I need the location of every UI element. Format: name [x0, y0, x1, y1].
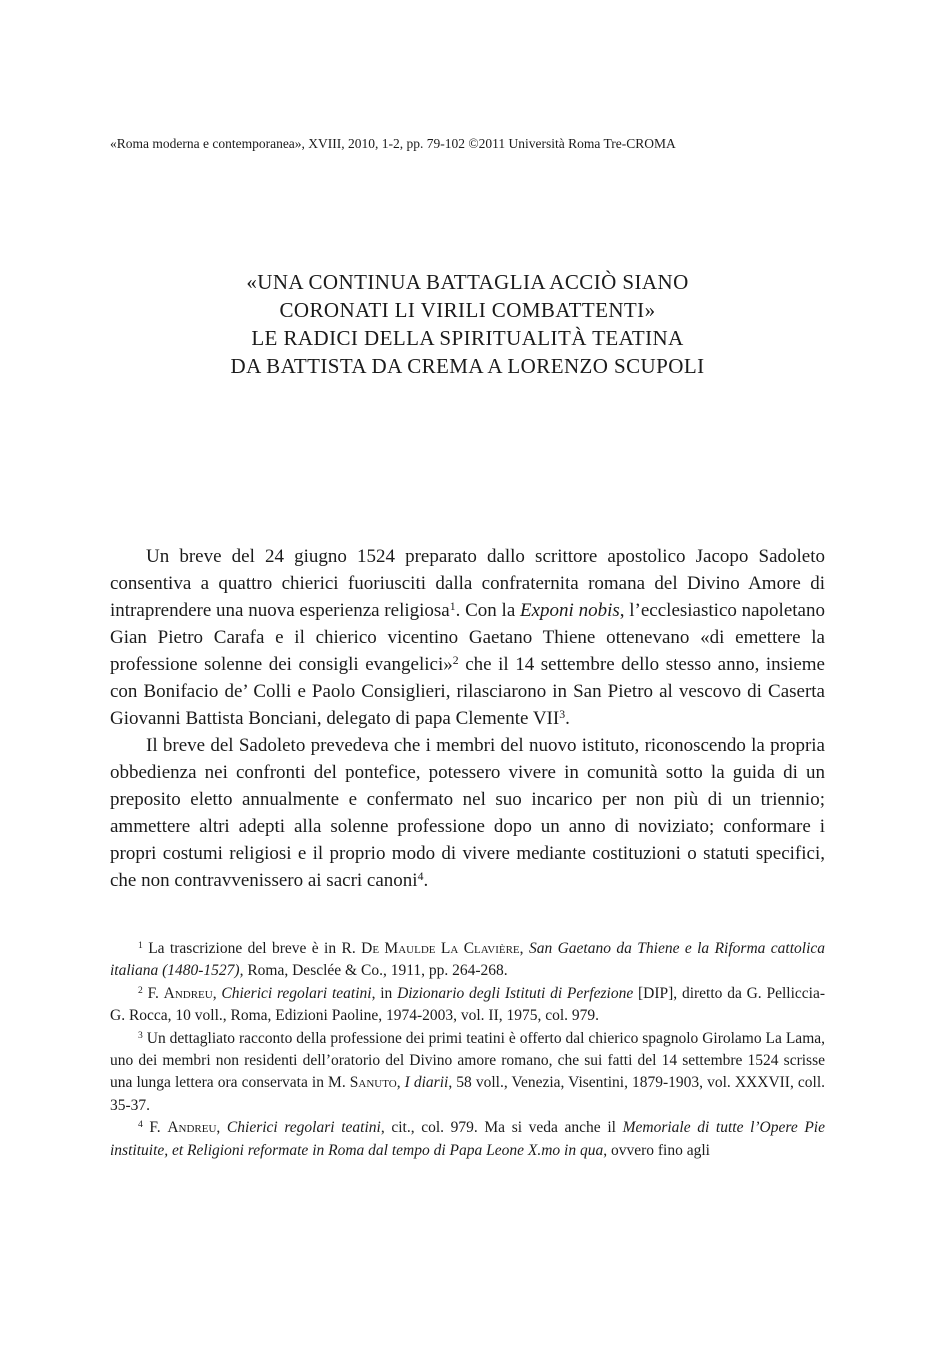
title-line: DA BATTISTA DA CREMA A LORENZO SCUPOLI — [230, 354, 705, 378]
title-line: CORONATI LI VIRILI COMBATTENTI» — [279, 298, 656, 322]
footnote: $^3$ Un dettagliato racconto della professione dei primi teatini è offerto dal chierico spagnolo Girolamo La Lama, uno dei membri non residenti dell’oratorio del Divino amore romano, che sui fatti del 14 settembre 1524 scrisse una lunga lettera ora conservata in M. Sanuto, I diarii, 58 voll., Venezia, Visentini, 1879-1903, vol. XXXVII, coll. 35-37. — [110, 1029, 826, 1114]
body-paragraph: Il breve del Sadoleto prevedeva che i membri del nuovo istituto, riconoscendo la propria obbedienza nei confronti del pontefice, potessero vivere in comunità sotto la guida di un preposito eletto annualmente e confermato nel suo incarico per non più di un triennio; ammettere altri adepti alla solenne professione dopo un anno di noviziato; conformare i propri costumi religiosi e il proprio modo di vivere mediante costituzioni o statuti specifici, che non contravvenissero ai sacri canoni$^4$. — [110, 735, 825, 891]
footnote: $^2$ F. Andreu, Chierici regolari teatini, in Dizionario degli Istituti di Perfezione [DIP], diretto da G. Pelliccia-G. Rocca, 10 voll., Roma, Edizioni Paoline, 1974-2003, vol. II, 1975, col. 979. — [110, 984, 825, 1025]
body-paragraph: Un breve del 24 giugno 1524 preparato dallo scrittore apostolico Jacopo Sadoleto consentiva a quattro chierici fuoriusciti dalla confraternita romana del Divino Amore di intraprendere una nuova esperienza religiosa$^1$. Con la Exponi nobis, l’ecclesiastico napoletano Gian Pietro Carafa e il chierico vicentino Gaetano Thiene ottenevano «di emettere la professione solenne dei consigli evangelici»$^2$ che il 14 settembre dello stesso anno, insieme con Bonifacio de’ Colli e Paolo Consiglieri, rilasciarono in San Pietro al vescovo di Caserta Giovanni Battista Bonciani, delegato di papa Clemente VII$^3$. — [110, 546, 825, 729]
article-title — [110, 268, 825, 380]
title-line: LE RADICI DELLA SPIRITUALITÀ TEATINA — [251, 326, 684, 350]
journal-citation: «Roma moderna e contemporanea», XVIII, 2010, 1-2, pp. 79-102 ©2011 Università Roma Tre-CROMA — [110, 136, 676, 151]
title-line: «UNA CONTINUA BATTAGLIA ACCIÒ SIANO — [246, 270, 689, 294]
footnotes-section — [110, 938, 825, 1162]
footnote: $^4$ F. Andreu, Chierici regolari teatini, cit., col. 979. Ma si veda anche il Memoriale di tutte l’Opere Pie instituite, et Religioni reformate in Roma dal tempo di Papa Leone X.mo in qua, ovvero fino agli — [110, 1119, 825, 1159]
footnote: $^1$ La trascrizione del breve è in R. De Maulde La Clavière, San Gaetano da Thiene e la Riforma cattolica italiana (1480-1527), Roma, Desclée & Co., 1911, pp. 264-268. — [110, 940, 826, 980]
article-body — [110, 543, 825, 894]
